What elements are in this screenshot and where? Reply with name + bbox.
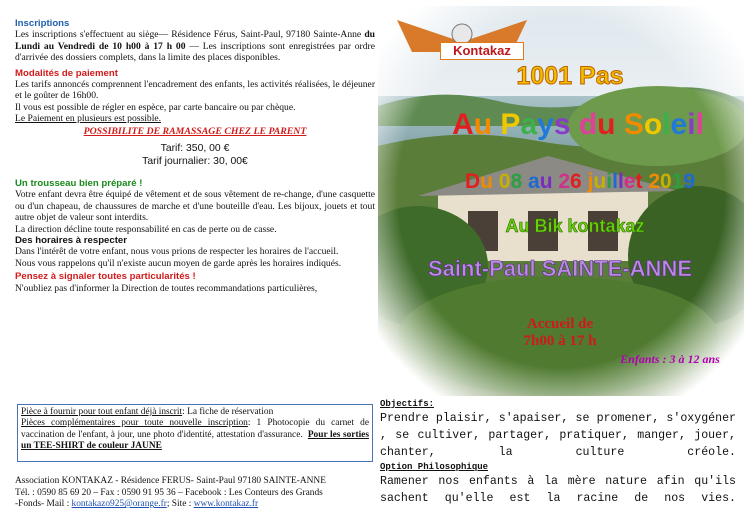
footer-mail: -Fonds- Mail : kontakazo925@orange.fr; Site : www.kontakaz.fr: [15, 499, 259, 510]
logo-text: Kontakaz: [440, 42, 524, 60]
title-letter: i: [687, 108, 696, 141]
title-letter: u: [597, 108, 616, 141]
title-letter: a: [520, 108, 538, 141]
title-letter: l: [617, 170, 624, 193]
title-1001-pas: 1001 Pas: [516, 62, 624, 90]
title-letter: 2: [648, 170, 660, 193]
title-lieu: Saint-Paul SAINTE-ANNE: [427, 256, 693, 281]
tarif-journalier: Tarif journalier: 30, 00€: [142, 156, 248, 168]
paiement-text-2: Il vous est possible de régler en espèce, par carte bancaire ou par chèque.: [15, 101, 296, 113]
title-letter: u: [539, 170, 553, 193]
option-heading: Option Philosophique: [380, 462, 489, 472]
email-link[interactable]: kontakazo925@orange.fr: [71, 499, 167, 510]
objectifs-section: [380, 398, 736, 507]
trousseau-text: Votre enfant devra être équipé de vêtement et de sous vêtement de re-change, d'une casquette ou d'un chapeau, de chaussures de marche et d'une bouteille d'eau. Les bijoux, jouets et tout autre objet de valeur sont interdits.: [15, 189, 375, 224]
title-letter: u: [473, 108, 493, 141]
inscriptions-heading: Inscriptions: [15, 18, 70, 29]
option-text: Ramener nos enfants à la mère nature afin qu'ils sachent qu'elle est la racine de nos vies.: [380, 475, 736, 505]
title-letter: d: [578, 108, 598, 141]
title-letter: a: [528, 170, 540, 193]
particularites-text: N'oubliez pas d'informer la Direction de toutes recommandations particulières,: [15, 282, 318, 294]
title-pays-du-soleil: [418, 108, 738, 142]
title-letter: D: [464, 170, 481, 193]
title-letter: o: [643, 108, 663, 141]
trousseau-heading: Un trousseau bien préparé !: [15, 177, 143, 189]
paiement-text: Les tarifs annoncés comprennent l'encadrement des enfants, les activités réalisées, le déjeuner et le goûter de 16h00.: [15, 79, 376, 102]
particularites-heading: Pensez à signaler toutes particularités !: [15, 271, 196, 283]
title-letter: S: [623, 108, 644, 141]
paiement-plusieurs: Le Paiement en plusieurs est possible.: [15, 113, 162, 125]
inscriptions-text: Les inscriptions s'effectuent au siège— Résidence Férus, Saint-Paul, 97180 Sainte-Anne du Lundi au Vendredi de 10 h00 à 17 h 00 — Les inscriptions sont enregistrées par ordre d'arrivée des dossiers complets, dans la limite des places disponibles.: [15, 29, 376, 64]
title-letter: e: [670, 108, 688, 141]
title-letter: 8: [510, 170, 523, 193]
title-letter: u: [593, 170, 607, 193]
title-letter: P: [500, 108, 521, 141]
paiement-heading: Modalités de paiement: [15, 67, 118, 79]
title-letter: e: [623, 170, 636, 193]
objectifs-text: Prendre plaisir, s'apaiser, se promener, s'oxygéner , se cultiver, partager, pratiquer, manger, jouer, chanter, la culture créole.: [380, 412, 736, 459]
horaires-text-2: Nous vous rappelons qu'il n'existe aucun moyen de garde après les horaires indiqués.: [15, 257, 342, 269]
title-letter: 2: [558, 170, 571, 193]
title-letter: [616, 108, 624, 141]
title-letter: 9: [683, 170, 696, 193]
title-letter: [571, 108, 579, 141]
trousseau-text-2: La direction décline toute responsabilité en cas de perte ou de casse.: [15, 223, 277, 235]
title-letter: y: [537, 108, 554, 141]
objectifs-heading: Objectifs:: [380, 399, 435, 409]
title-letter: A: [452, 108, 474, 141]
footer-phone: Tél. : 0590 85 69 20 – Fax : 0590 91 95 36 – Facebook : Les Conteurs des Grands: [15, 487, 323, 498]
accueil-hours: Accueil de 7h00 à 17 h: [523, 316, 597, 349]
age-range: Enfants : 3 à 12 ans: [620, 352, 720, 366]
horaires-text: Dans l'intérêt de votre enfant, nous vous prions de respecter les horaires de l'accueil.: [15, 246, 339, 258]
pieces-line-2: Pièces complémentaires pour toute nouvelle inscription: 1 Photocopie du carnet de vaccination de l'enfant, à jour, une photo d'identité, attestation d'assurance. Pour les sorties un TEE-SHIRT de couleur JAUNE: [21, 418, 369, 452]
title-letter: 1: [671, 170, 684, 193]
title-letter: u: [480, 170, 493, 193]
title-letter: l: [695, 108, 704, 141]
title-bik: Au Bik kontakaz: [505, 216, 645, 236]
contact-footer: [15, 476, 377, 511]
title-letter: 0: [498, 170, 511, 193]
footer-address: Association KONTAKAZ - Résidence FERUS- Saint-Paul 97180 SAINTE-ANNE: [15, 476, 326, 486]
title-letter: 6: [570, 170, 582, 193]
title-letter: l: [612, 170, 618, 193]
site-link[interactable]: www.kontakaz.fr: [193, 499, 259, 510]
ramassage-banner: POSSIBILITE DE RAMASSAGE CHEZ LE PARENT: [83, 125, 307, 137]
title-letter: i: [606, 170, 613, 193]
pieces-line-1: Pièce à fournir pour tout enfant déjà inscrit: La fiche de réservation: [21, 407, 274, 417]
title-letter: t: [635, 170, 643, 193]
title-dates: [420, 170, 740, 194]
info-column: [15, 18, 375, 294]
pieces-box: [17, 404, 373, 462]
title-letter: l: [662, 108, 671, 141]
horaires-heading: Des horaires à respecter: [15, 234, 127, 246]
tarif: Tarif: 350, 00 €: [160, 143, 230, 155]
title-letter: s: [553, 108, 571, 141]
title-letter: j: [587, 170, 594, 193]
title-letter: 0: [660, 170, 672, 193]
